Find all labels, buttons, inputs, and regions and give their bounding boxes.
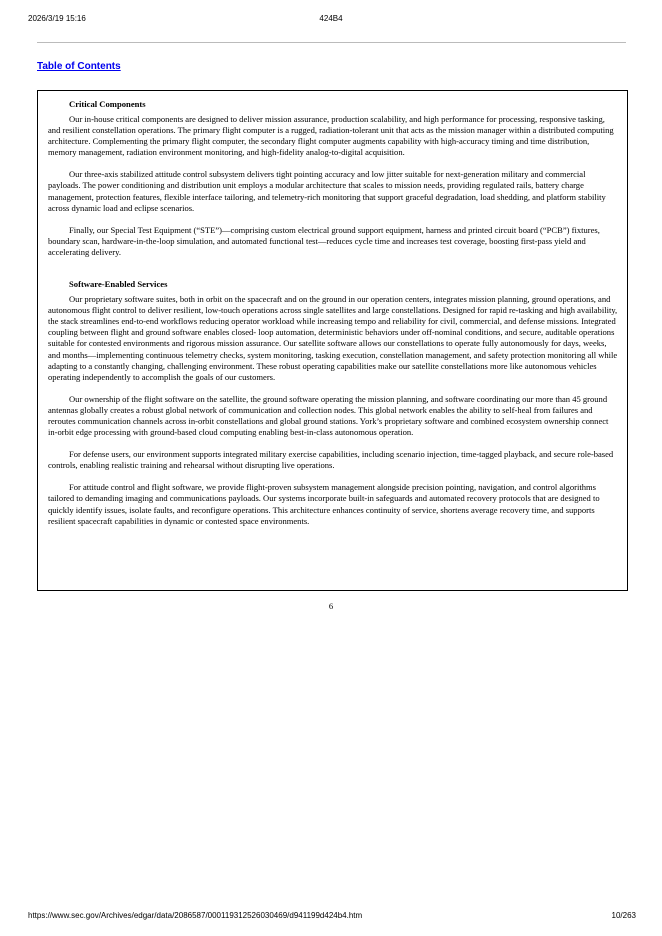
section-heading: Critical Components	[69, 99, 146, 109]
section-heading: Software-Enabled Services	[69, 279, 168, 290]
content-box	[37, 90, 628, 591]
document-title: 424B4	[319, 14, 343, 23]
table-of-contents-link[interactable]: Table of Contents	[37, 61, 121, 72]
paragraph: For defense users, our environment supports integrated military exercise capabilities, including scenario injection, time-tagged playback, and secure role-based controls, enabling realistic training and rehearsal without disrupting live operations.	[48, 449, 614, 471]
paragraph: For attitude control and flight software, we provide flight-proven subsystem management alongside precision pointing, navigation, and control algorithms tailored to demanding imaging and communications payloads. Our systems incorporate built-in safeguards and automated recovery protocols that are designed to quickly identify issues, isolate faults, and reconfigure operations. This architecture enhances continuity of service, shortens average recovery time, and supports resilient spacecraft capabilities in dynamic or contested space environments.	[48, 482, 600, 526]
paragraph: Finally, our Special Test Equipment (“STE”)—comprising custom electrical ground support equipment, harness and printed circuit board (“PCB”) fixtures, boundary scan, hardware-in-the-loop simulation, and automated functional test—reduces cycle time and increases test coverage, boosting first-pass yield and accelerating delivery.	[48, 224, 600, 257]
footer-url: https://www.sec.gov/Archives/edgar/data/2086587/000119312526030469/d941199d424b4.htm	[28, 911, 363, 920]
paragraph: Our three-axis stabilized attitude control subsystem delivers tight pointing accuracy and low jitter suitable for next-generation military and commercial payloads. The power conditioning and distribution unit employs a modular architecture that scales to mission needs, providing regulated rails, battery charge management, protection features, flexible interface tailoring, and telemetry-rich monitoring that support graceful degradation, load shedding, and platform stability across dynamic load and eclipse scenarios.	[48, 169, 606, 213]
divider	[37, 42, 626, 43]
paragraph: Our proprietary software suites, both in orbit on the spacecraft and on the ground in our operation centers, integrates mission planning, ground operations, and autonomous flight control to deliver resilient, low-touch operations across single satellites and large constellations. Designed for rapid re-tasking and high availability, the stack streamlines end-to-end workflows reducing operator workload while increasing tempo and reliability for civil, commercial, and defense missions. Integrated coupling between flight and ground software enables closed- loop automation, deterministic behaviors under off-nominal conditions, and secure, auditable operations suitable for contested environments and rigorous mission assurance. Our satellite software allows our constellations to operate fully autonomously for days, weeks, and months—implementing continuous telemetry checks, system monitoring, tasking execution, constellation management, and safety protection monitoring all while adapting to a constantly changing, challenging environment. These robust operating capabilities make our satellite constellations more like autonomous vehicles operating independently to accomplish the goals of our customers.	[48, 294, 618, 382]
footer-page-count: 10/263	[611, 911, 636, 920]
print-datetime: 2026/3/19 15:16	[28, 14, 86, 23]
paragraph: Our ownership of the flight software on the satellite, the ground software operating the mission planning, and software coordinating our more than 45 ground antennas globally creates a robust global network of communication and collection nodes. This global network enables the ability to self-heal from failures and reroutes communication channels across in-orbit constellations and global ground stations. York’s proprietary software and combined ecosystem ownership connect in-orbit edge processing with ground-based cloud computing enabling best-in-class autonomous operation.	[48, 393, 609, 438]
paragraph: Our in-house critical components are designed to deliver mission assurance, production scalability, and high performance for processing, responsive tasking, and resilient constellation operations. The primary flight computer is a rugged, radiation-tolerant unit that acts as the mission manager within a distributed computing architecture. Complementing the primary flight computer, the secondary flight computer augments capability with high-accuracy timing and time distribution, memory management, radiation environment monitoring, and high-fidelity analog-to-digital acquisition.	[48, 114, 614, 158]
page-number: 6	[328, 601, 334, 611]
